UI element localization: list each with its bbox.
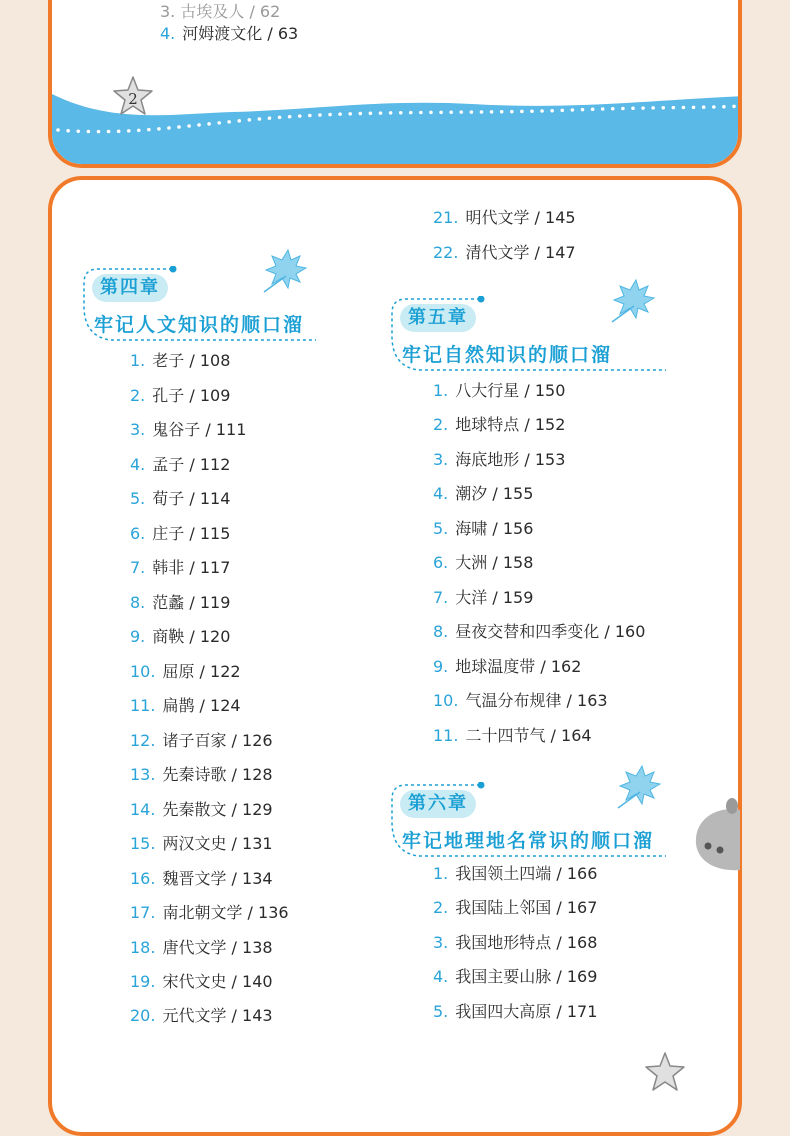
item-number: 15. (130, 834, 156, 853)
toc-item[interactable] (433, 381, 565, 401)
item-text: 先秦诗歌 / 128 (162, 765, 273, 784)
toc-item[interactable] (433, 967, 597, 987)
item-number: 12. (130, 731, 156, 750)
item-text: 扁鹊 / 124 (162, 696, 241, 715)
item-number: 4. (130, 455, 146, 474)
item-text: 南北朝文学 / 136 (162, 903, 289, 922)
toc-item[interactable] (433, 243, 576, 263)
partial-item: 3. 古埃及人 / 62 (160, 2, 281, 21)
item-text: 孟子 / 112 (152, 455, 231, 474)
toc-item[interactable] (433, 691, 608, 711)
item-text: 魏晋文学 / 134 (162, 869, 273, 888)
item-number: 3. (433, 933, 449, 952)
item-text: 潮汐 / 155 (455, 484, 534, 503)
toc-item[interactable] (433, 933, 597, 953)
toc-item[interactable] (433, 588, 533, 608)
maple-leaf-icon (612, 762, 664, 810)
item-number: 1. (130, 351, 146, 370)
toc-item[interactable] (130, 420, 246, 440)
item-number: 6. (433, 553, 449, 572)
toc-item[interactable] (130, 455, 230, 475)
item-text: 气温分布规律 / 163 (465, 691, 608, 710)
chapter-title: 牢记自然知识的顺口溜 (402, 344, 613, 366)
item-text: 元代文学 / 143 (162, 1006, 273, 1025)
toc-item[interactable] (130, 489, 230, 509)
item-text: 清代文学 / 147 (465, 243, 576, 262)
item-number: 3. (130, 420, 146, 439)
toc-item[interactable] (433, 208, 576, 228)
chapter-title: 牢记地理地名常识的顺口溜 (402, 830, 655, 852)
toc-item[interactable] (433, 622, 645, 642)
toc-item[interactable] (130, 662, 241, 682)
toc-item[interactable] (130, 558, 230, 578)
item-number: 5. (130, 489, 146, 508)
item-number: 8. (130, 593, 146, 612)
maple-leaf-icon (258, 246, 310, 294)
item-number: 8. (433, 622, 449, 641)
toc-item[interactable] (433, 415, 565, 435)
toc-item[interactable] (433, 1002, 597, 1022)
item-text: 商鞅 / 120 (152, 627, 231, 646)
item-text: 我国陆上邻国 / 167 (455, 898, 598, 917)
item-number: 7. (433, 588, 449, 607)
star-icon (642, 1050, 688, 1096)
item-number: 16. (130, 869, 156, 888)
chapter-label: 第六章 (400, 790, 476, 818)
item-number: 17. (130, 903, 156, 922)
item-number: 2. (130, 386, 146, 405)
item-text: 海啸 / 156 (455, 519, 534, 538)
toc-item[interactable] (130, 627, 230, 647)
chapter-title: 牢记人文知识的顺口溜 (94, 314, 305, 336)
item-number: 10. (433, 691, 459, 710)
toc-item[interactable] (130, 869, 273, 889)
toc-item[interactable] (130, 903, 289, 923)
item-text: 两汉文史 / 131 (162, 834, 273, 853)
item-number: 19. (130, 972, 156, 991)
item-text: 我国主要山脉 / 169 (455, 967, 598, 986)
item-text: 地球温度带 / 162 (455, 657, 582, 676)
item-number: 1. (433, 381, 449, 400)
toc-item[interactable] (130, 731, 273, 751)
item-number: 9. (130, 627, 146, 646)
item-number: 4. (433, 967, 449, 986)
item-text: 老子 / 108 (152, 351, 231, 370)
item-text: 明代文学 / 145 (465, 208, 576, 227)
toc-item[interactable] (433, 519, 533, 539)
toc-item[interactable] (433, 484, 533, 504)
item-text: 庄子 / 115 (152, 524, 231, 543)
item-text: 鬼谷子 / 111 (152, 420, 247, 439)
hippo-icon (690, 796, 740, 876)
item-text: 昼夜交替和四季变化 / 160 (455, 622, 646, 641)
item-text: 大洲 / 158 (455, 553, 534, 572)
item-text: 韩非 / 117 (152, 558, 231, 577)
item-number: 18. (130, 938, 156, 957)
item-text: 我国地形特点 / 168 (455, 933, 598, 952)
item-number: 1. (433, 864, 449, 883)
item-text: 宋代文史 / 140 (162, 972, 273, 991)
item-number: 13. (130, 765, 156, 784)
item-text: 我国四大高原 / 171 (455, 1002, 598, 1021)
toc-item[interactable] (130, 351, 230, 371)
item-number: 9. (433, 657, 449, 676)
item-number: 2. (433, 415, 449, 434)
item-number: 11. (130, 696, 156, 715)
item-number: 21. (433, 208, 459, 227)
item-text: 唐代文学 / 138 (162, 938, 273, 957)
item-number: 3. (433, 450, 449, 469)
toc-item[interactable] (130, 593, 230, 613)
item-number: 4. (433, 484, 449, 503)
item-text: 地球特点 / 152 (455, 415, 566, 434)
chapter-label: 第四章 (92, 274, 168, 302)
page-number: 2 (128, 90, 138, 108)
item-number: 22. (433, 243, 459, 262)
item-number: 4. (160, 24, 176, 43)
toc-item[interactable] (130, 765, 273, 785)
item-text: 屈原 / 122 (162, 662, 241, 681)
chapter-label: 第五章 (400, 304, 476, 332)
toc-item[interactable] (130, 524, 230, 544)
item-number: 5. (433, 1002, 449, 1021)
item-number: 20. (130, 1006, 156, 1025)
toc-item[interactable] (433, 864, 597, 884)
item-text: 八大行星 / 150 (455, 381, 566, 400)
maple-leaf-icon (606, 276, 658, 324)
top-card (48, 0, 742, 168)
toc-item[interactable] (130, 834, 273, 854)
item-text: 先秦散文 / 129 (162, 800, 273, 819)
item-text: 海底地形 / 153 (455, 450, 566, 469)
toc-item[interactable] (130, 972, 273, 992)
toc-item[interactable] (130, 386, 230, 406)
item-number: 7. (130, 558, 146, 577)
toc-item[interactable] (433, 726, 592, 746)
item-number: 2. (433, 898, 449, 917)
item-number: 10. (130, 662, 156, 681)
item-number: 11. (433, 726, 459, 745)
toc-item[interactable] (130, 800, 273, 820)
toc-item[interactable] (433, 553, 533, 573)
item-text: 诸子百家 / 126 (162, 731, 273, 750)
item-number: 5. (433, 519, 449, 538)
item-text: 大洋 / 159 (455, 588, 534, 607)
item-text: 河姆渡文化 / 63 (182, 24, 299, 43)
toc-item[interactable] (433, 657, 581, 677)
toc-item[interactable] (130, 696, 241, 716)
item-text: 二十四节气 / 164 (465, 726, 592, 745)
item-number: 14. (130, 800, 156, 819)
toc-item[interactable] (130, 938, 273, 958)
item-text: 我国领土四端 / 166 (455, 864, 598, 883)
item-text: 孔子 / 109 (152, 386, 231, 405)
toc-item[interactable] (433, 450, 565, 470)
toc-item[interactable] (433, 898, 597, 918)
item-text: 范蠡 / 119 (152, 593, 231, 612)
item-number: 6. (130, 524, 146, 543)
toc-item[interactable] (130, 1006, 273, 1026)
item-text: 荀子 / 114 (152, 489, 231, 508)
